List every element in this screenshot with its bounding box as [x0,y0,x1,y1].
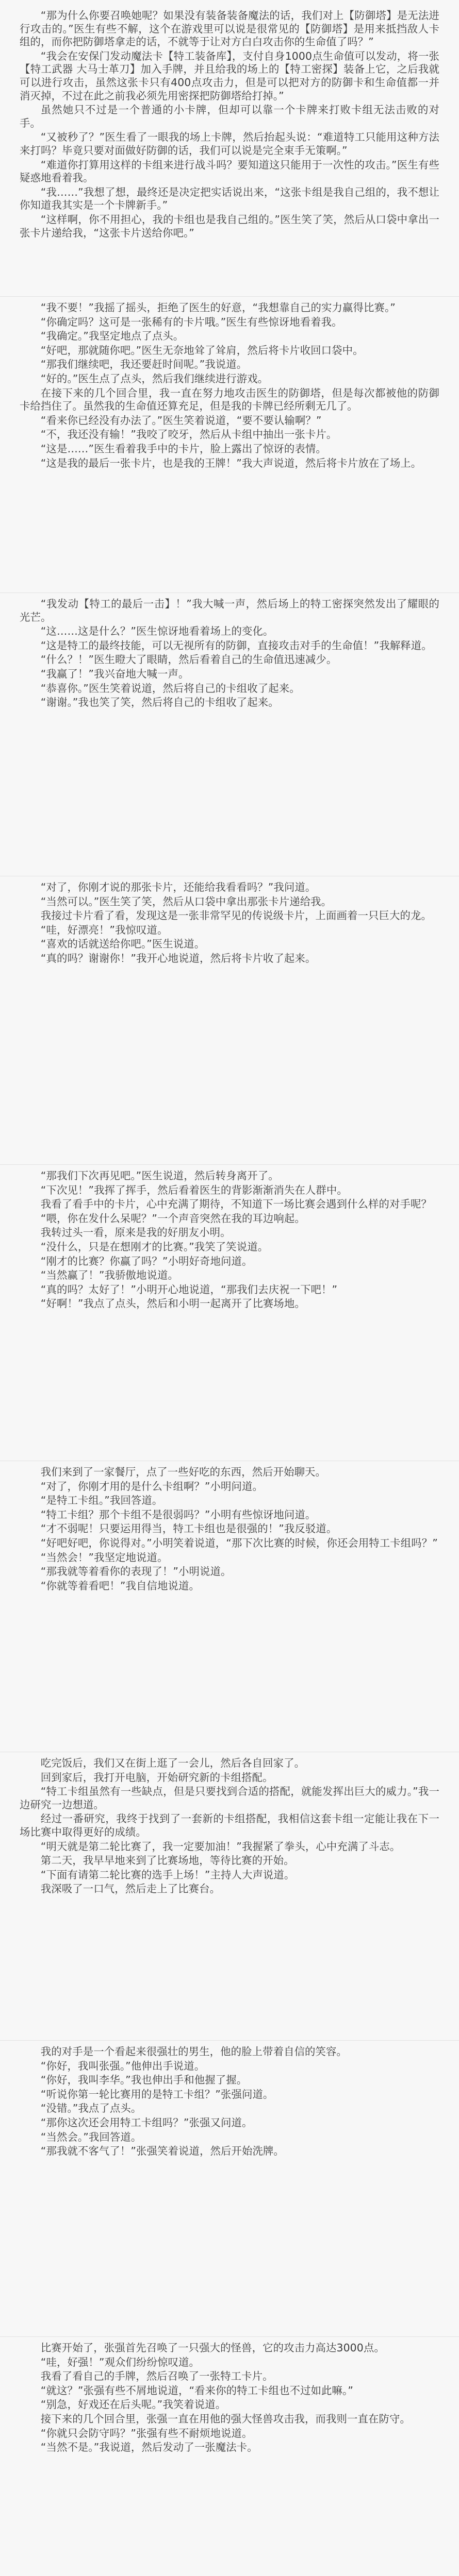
paragraph: “恭喜你。”医生笑着说道，然后将自己的卡组收了起来。 [40,682,300,694]
paragraph: “这是……”医生看着我手中的卡片，脸上露出了惊讶的表情。 [40,442,326,455]
text-section-7 [0,1757,459,1897]
paragraph: “那我就不客气了！”张强笑着说道，然后开始洗牌。 [40,2145,284,2158]
section-divider [0,296,459,297]
paragraph: “当然会。”我回答道。 [40,2130,142,2143]
paragraph: “你确定吗？这可是一张稀有的卡片哦。”医生有些惊讶地看着我。 [40,315,342,328]
paragraph: “谢谢。”我也笑了笑，然后将自己的卡组收了起来。 [40,696,279,709]
paragraph: 在接下来的几个回合里，我一直在努力地攻击医生的防御塔，但是每次都被他的防御卡给挡住了。虽然我的生命值还算充足，但是我的卡牌已经所剩无几了。 [20,386,439,413]
paragraph: “难道你打算用这样的卡组来进行战斗吗？要知道这只能用于一次性的攻击。”医生有些疑惑地看着我。 [20,158,439,184]
text-section-5 [0,1170,459,1312]
paragraph: “这……这是什么？”医生惊讶地看着场上的变化。 [40,625,274,638]
paragraph: “那我们继续吧，我还要赶时间呢。”我说道。 [40,358,248,371]
paragraph: 我看了看自己的手牌，然后召唤了一张特工卡片。 [40,2370,273,2383]
paragraph: “哇，好强！”观众们纷纷惊叹道。 [40,2355,200,2368]
paragraph: 接下来的几个回合里，张强一直在用他的强大怪兽攻击我，而我则一直在防守。 [40,2412,411,2425]
paragraph: “好吧好吧，你说得对。”小明笑着说道，“那下次比赛的时候，你还会用特工卡组吗？” [40,1536,438,1549]
paragraph: 虽然她只不过是一个普通的小卡牌，但却可以靠一个卡牌来打败卡组无法击败的对手。 [20,104,439,129]
text-section-9 [0,2342,459,2455]
paragraph: 我的对手是一个看起来很强壮的男生，他的脸上带着自信的笑容。 [40,2045,348,2058]
paragraph: 我们来到了一家餐厅，点了一些好吃的东西，然后开始聊天。 [40,1466,326,1478]
paragraph: “我不要！”我摇了摇头，拒绝了医生的好意，“我想靠自己的实力赢得比赛。” [40,301,396,314]
paragraph: 我深吸了一口气，然后走上了比赛台。 [40,1883,221,1895]
paragraph: “你就只会防守吗？”张强有些不耐烦地说道。 [40,2427,253,2439]
paragraph: “喂，你在发什么呆呢？”一个声音突然在我的耳边响起。 [40,1212,305,1225]
paragraph: “那为什么你要召唤她呢？如果没有装备装备魔法的话，我们对上【防御塔】是无法进行攻击的。”医生有些不解，这个在游戏里可以说是很常见的【防御塔】是用来抵挡敌人卡组的，而你把防御塔拿走的话，不就等于让对方白白攻击你的生命值了吗？” [20,9,439,48]
paragraph: “我……”我想了想，最终还是决定把实话说出来，“这张卡组是我自己组的，我不想让你知道我其实是一个卡牌新手。” [20,185,439,212]
paragraph: “这是我的最后一张卡片，也是我的王牌！”我大声说道，然后将卡片放在了场上。 [40,456,422,469]
paragraph: “好吧，那就随你吧。”医生无奈地耸了耸肩，然后将卡片收回口袋中。 [40,344,364,357]
paragraph: “特工卡组虽然有一些缺点，但是只要找到合适的搭配，就能发挥出巨大的威力。”我一边研究一边想道。 [20,1785,439,1811]
paragraph: “对了，你刚才用的是什么卡组啊？”小明问道。 [40,1480,263,1493]
paragraph: “我赢了！”我兴奋地大喊一声。 [40,667,189,680]
paragraph: “又被秒了？”医生看了一眼我的场上卡牌，然后抬起头说：“难道特工只能用这种方法来打吗？毕竟只要对面做好防御的话，我们可以说是完全束手无策啊。” [20,131,439,157]
paragraph: “是特工卡组。”我回答道。 [40,1494,163,1507]
section-divider [0,2336,459,2337]
paragraph: “听说你第一轮比赛用的是特工卡组？”张强问道。 [40,2088,274,2100]
paragraph: “明天就是第二轮比赛了，我一定要加油！”我握紧了拳头，心中充满了斗志。 [40,1840,401,1853]
paragraph: “没错。”我点了点头。 [40,2102,142,2115]
paragraph: “我会在安保门发动魔法卡【特工装备库】，支付自身1000点生命值可以发动，将一张【特工武器 大马士革刀】加入手牌，并且给我的场上的【特工密探】装备上它，之后我就可以进行攻击，虽然这张卡只有400点攻击力，但是可以把对方的防御卡和生命值都一并消灭掉，不过在此之前我必须先用密探把防御塔给打掉。” [20,49,439,102]
paragraph: “喜欢的话就送给你吧。”医生说道。 [40,938,205,951]
paragraph: “真的吗？太好了！”小明开心地说道，“那我们去庆祝一下吧！” [40,1283,338,1296]
section-divider [0,592,459,593]
paragraph: “看来你已经没有办法了。”医生笑着说道，“要不要认输啊？” [40,414,322,427]
paragraph: 回到家后，我打开电脑，开始研究新的卡组搭配。 [40,1771,273,1784]
paragraph: 第二天，我早早地来到了比赛场地，等待比赛的开始。 [40,1854,294,1867]
paragraph: 我接过卡片看了看，发现这是一张非常罕见的传说级卡片，上面画着一只巨大的龙。 [40,909,432,922]
paragraph: “好的。”医生点了点头，然后我们继续进行游戏。 [40,372,269,385]
paragraph: “别急，好戏还在后头呢。”我笑着说道。 [40,2398,226,2411]
paragraph: “刚才的比赛？你赢了吗？”小明好奇地问道。 [40,1255,253,1267]
paragraph: “当然赢了！”我骄傲地说道。 [40,1269,179,1282]
paragraph: 吃完饭后，我们又在街上逛了一会儿，然后各自回家了。 [40,1757,305,1769]
paragraph: “不，我还没有输！”我咬了咬牙，然后从卡组中抽出一张卡片。 [40,428,337,441]
paragraph: “才不弱呢！只要运用得当，特工卡组也是很强的！”我反驳道。 [40,1522,337,1535]
paragraph: 经过一番研究，我终于找到了一套新的卡组搭配，我相信这套卡组一定能让我在下一场比赛中取得更好的成绩。 [20,1812,439,1838]
paragraph: “你好，我叫李华。”我也伸出手和他握了握。 [40,2074,248,2087]
paragraph: “特工卡组？那个卡组不是很弱吗？”小明有些惊讶地问道。 [40,1508,316,1521]
paragraph: “这样啊，你不用担心，我的卡组也是我自己组的。”医生笑了笑，然后从口袋中拿出一张卡片递给我，“这张卡片送给你吧。” [20,213,439,239]
paragraph: “没什么，只是在想刚才的比赛。”我笑了笑说道。 [40,1240,269,1253]
text-section-1 [0,9,459,241]
paragraph: “你好，我叫张强。”他伸出手说道。 [40,2059,205,2072]
paragraph: “对了，你刚才说的那张卡片，还能给我看看吗？”我问道。 [40,881,316,893]
paragraph: “这是特工的最终技能，可以无视所有的防御，直接攻击对手的生命值！”我解释道。 [40,639,432,652]
text-section-4 [0,881,459,967]
paragraph: “那我们下次再见吧。”医生说道，然后转身离开了。 [40,1170,279,1182]
paragraph: 比赛开始了，张强首先召唤了一只强大的怪兽，它的攻击力高达3000点。 [40,2342,385,2354]
paragraph: “下面有请第二轮比赛的选手上场！”主持人大声说道。 [40,1868,295,1881]
paragraph: “就这？”张强有些不屑地说道，“看来你的特工卡组也不过如此嘛。” [40,2384,353,2397]
section-divider [0,2040,459,2041]
paragraph: 我转过头一看，原来是我的好朋友小明。 [40,1226,231,1239]
paragraph: 我看了看手中的卡片，心中充满了期待，不知道下一场比赛会遇到什么样的对手呢？ [40,1198,432,1211]
text-section-8 [0,2045,459,2159]
paragraph: “什么？！”医生瞪大了眼睛，然后看着自己的生命值迅速减少。 [40,653,337,666]
paragraph: “你就等着看吧！”我自信地说道。 [40,1579,200,1592]
paragraph: “当然不是。”我说道，然后发动了一张魔法卡。 [40,2441,258,2454]
paragraph: “我确定。”我坚定地点了点头。 [40,330,184,343]
text-section-3 [0,598,459,710]
text-section-2 [0,301,459,471]
paragraph: “那你这次还会用特工卡组吗？”张强又问道。 [40,2116,253,2129]
paragraph: “好啊！”我点了点头，然后和小明一起离开了比赛场地。 [40,1297,305,1310]
paragraph: “哇，好漂亮！”我惊叹道。 [40,923,168,936]
paragraph: “下次见！”我挥了挥手，然后看着医生的背影渐渐消失在人群中。 [40,1183,348,1196]
paragraph: “当然可以。”医生笑了笑，然后从口袋中拿出那张卡片递给我。 [40,895,332,908]
text-section-6 [0,1466,459,1594]
paragraph: “真的吗？谢谢你！”我开心地说道，然后将卡片收了起来。 [40,952,316,964]
section-divider [0,1164,459,1165]
paragraph: “当然会！”我坚定地说道。 [40,1551,168,1564]
paragraph: “那我就等着看你的表现了！”小明说道。 [40,1565,232,1578]
paragraph: “我发动【特工的最后一击】！”我大喊一声，然后场上的特工密探突然发出了耀眼的光芒。 [20,598,439,623]
